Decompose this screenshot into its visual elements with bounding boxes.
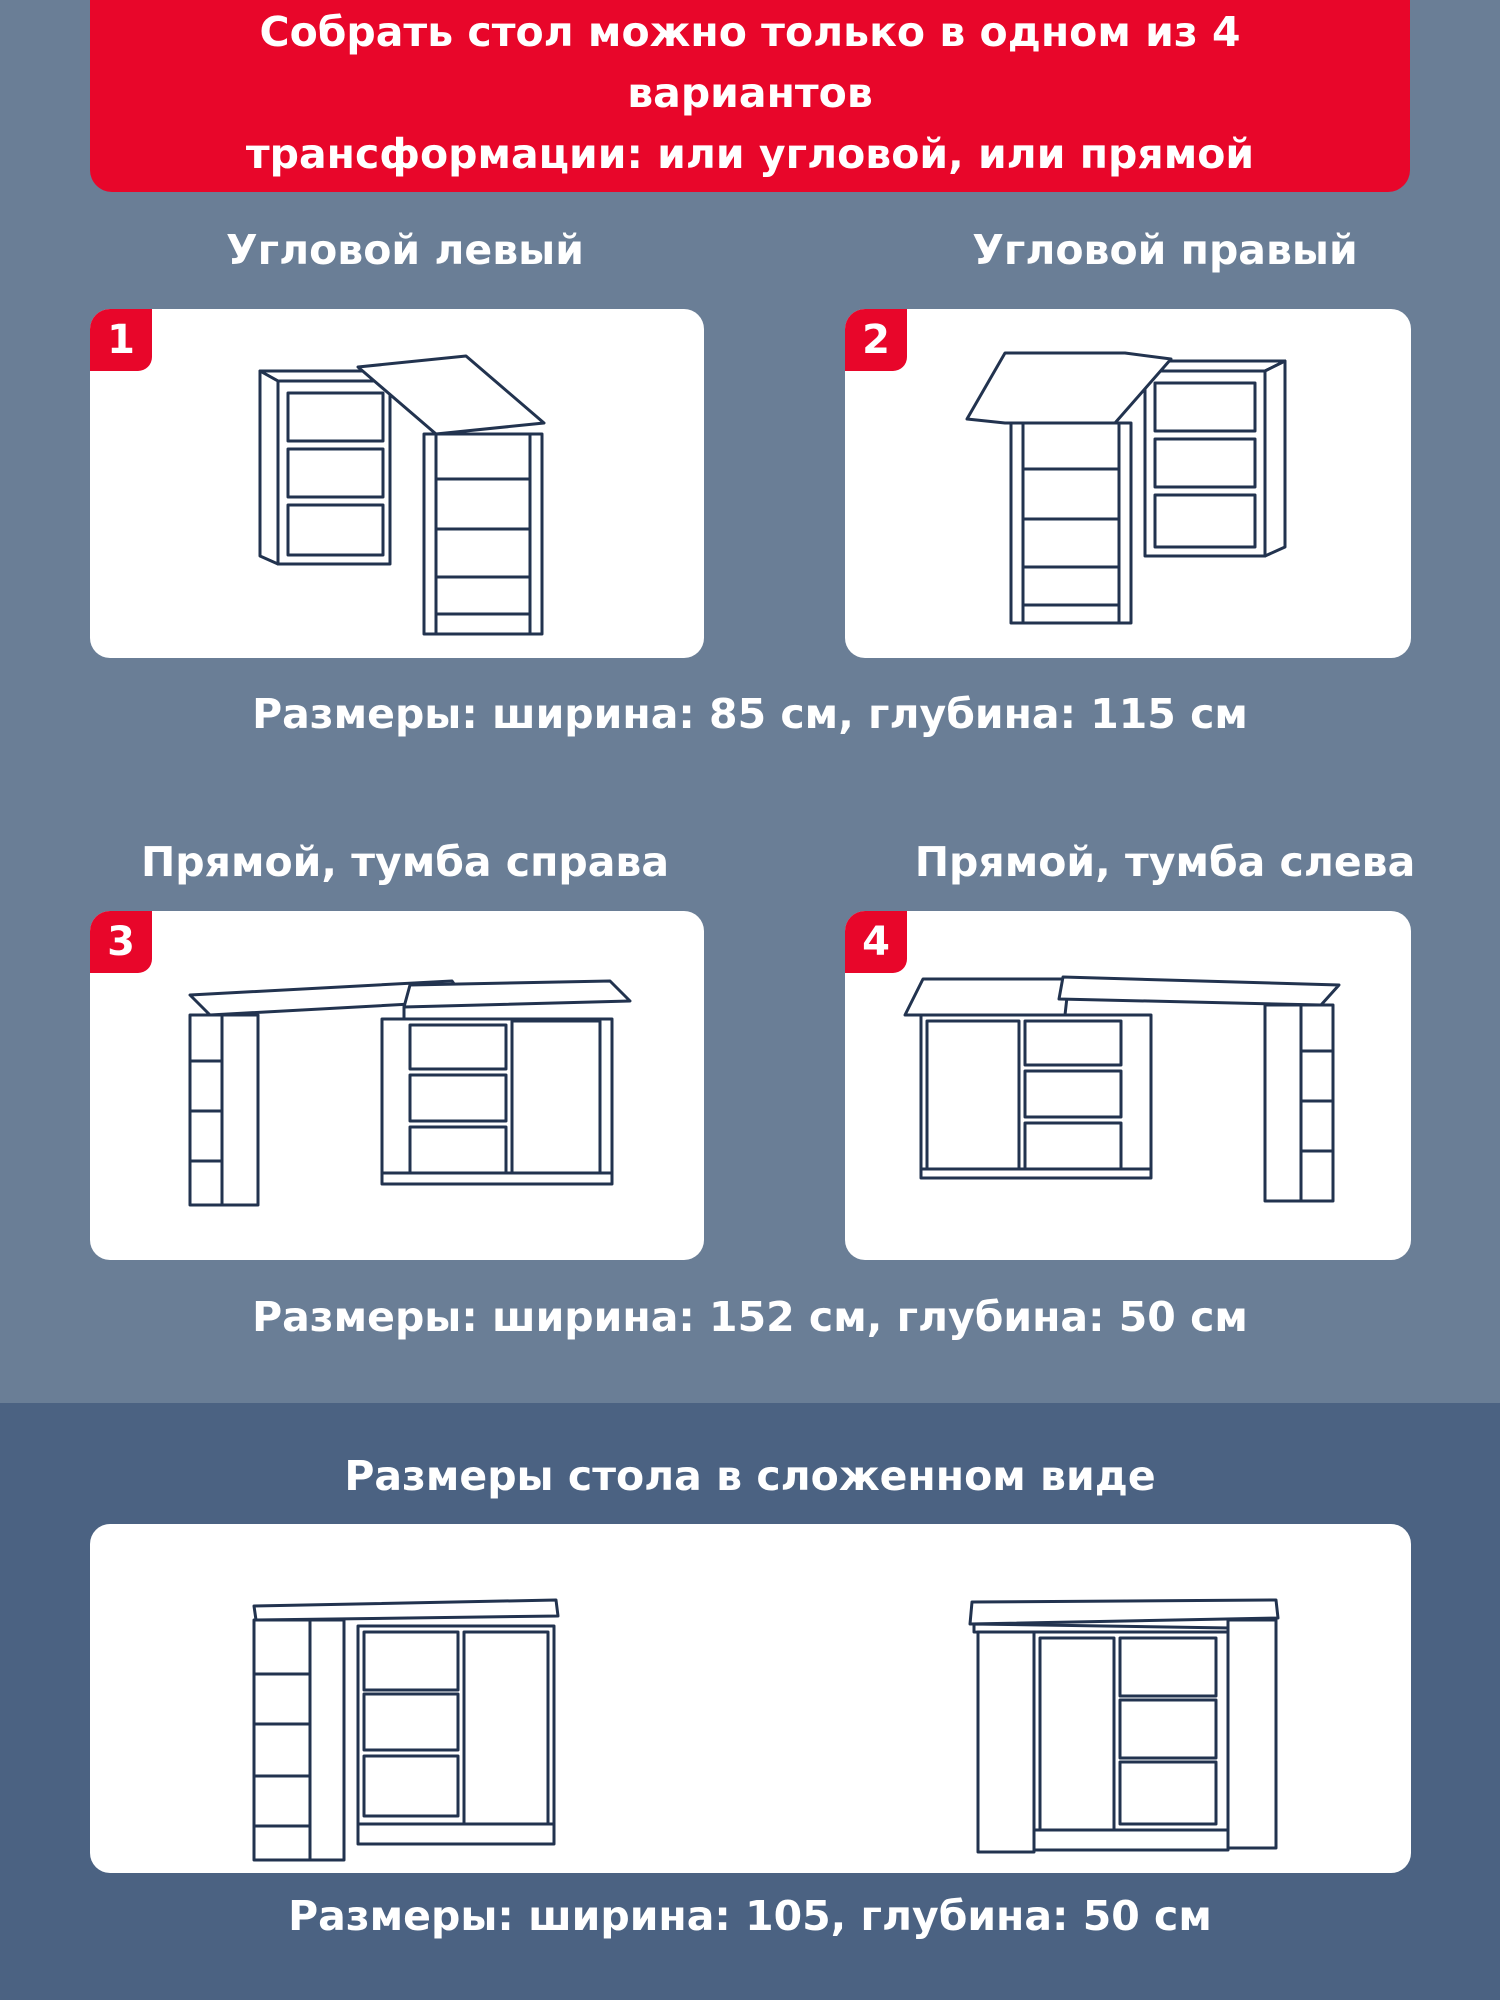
folded-card (90, 1524, 1411, 1873)
variant-4-badge: 4 (845, 911, 907, 973)
banner-text (150, 2, 1350, 185)
header-banner (90, 0, 1410, 192)
banner-line-2: трансформации: или угловой, или прямой (245, 129, 1255, 178)
banner-line-1: Собрать стол можно только в одном из 4 вариантов (259, 7, 1241, 117)
variant-1-title: Угловой левый (226, 226, 584, 274)
folded-desk-illustrations (90, 1524, 1411, 1873)
straight-desk-cabinet-left-illustration (845, 911, 1411, 1260)
variant-1-badge: 1 (90, 309, 152, 371)
folded-dimensions: Размеры: ширина: 105, глубина: 50 см (288, 1892, 1212, 1940)
variant-2-title: Угловой правый (972, 226, 1358, 274)
straight-dimensions: Размеры: ширина: 152 см, глубина: 50 см (252, 1293, 1248, 1341)
corner-right-desk-illustration (845, 309, 1411, 658)
variant-2-card (845, 309, 1411, 658)
variant-3-card (90, 911, 704, 1260)
corner-left-desk-illustration (90, 309, 704, 658)
straight-desk-cabinet-right-illustration (90, 911, 704, 1260)
variant-3-title: Прямой, тумба справа (140, 838, 670, 886)
folded-title: Размеры стола в сложенном виде (344, 1452, 1156, 1500)
variant-4-title: Прямой, тумба слева (914, 838, 1416, 886)
corner-dimensions: Размеры: ширина: 85 см, глубина: 115 см (252, 690, 1248, 738)
variant-4-card (845, 911, 1411, 1260)
variant-3-badge: 3 (90, 911, 152, 973)
variant-1-card (90, 309, 704, 658)
variant-2-badge: 2 (845, 309, 907, 371)
